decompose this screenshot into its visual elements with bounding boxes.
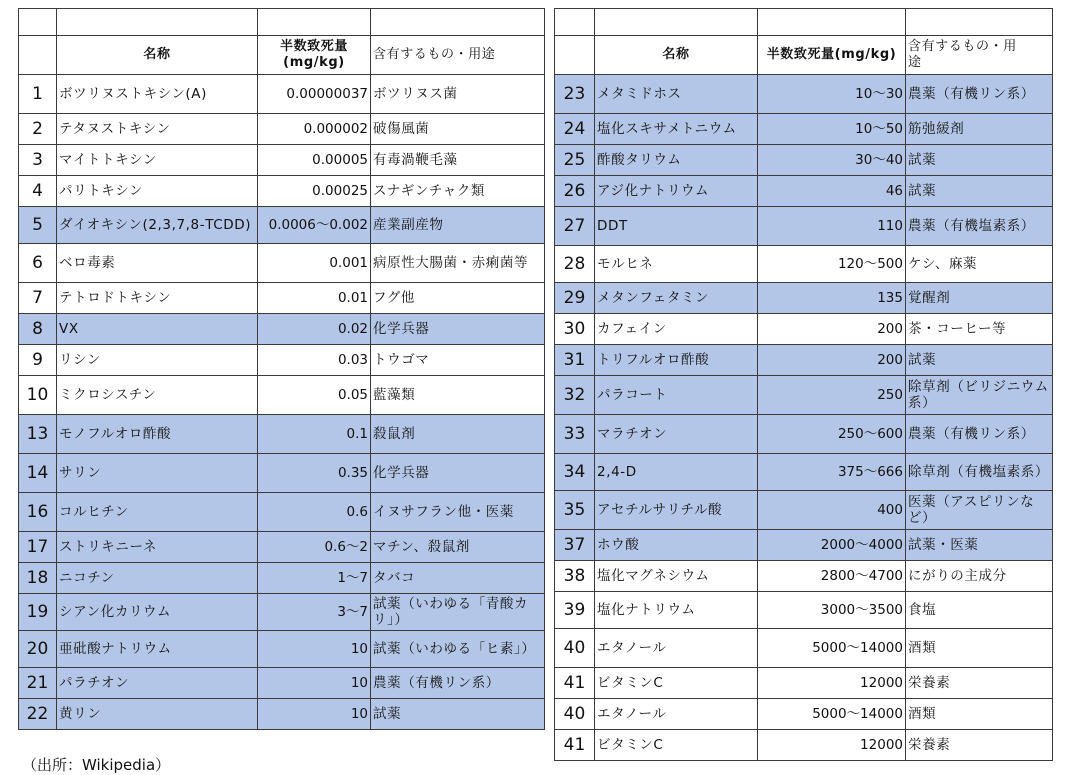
table-row	[19, 631, 545, 668]
row-number: 29	[555, 283, 595, 314]
usage-text: 農薬（有機リン系）	[906, 415, 1053, 454]
substance-name: ビタミンC	[595, 668, 758, 699]
usage-text: 病原性大腸菌・赤痢菌等	[371, 244, 545, 283]
table-row	[555, 592, 1053, 629]
source-note: （出所：Wikipedia）	[22, 756, 171, 774]
substance-name: 黄リン	[57, 699, 258, 730]
substance-name: ダイオキシン(2,3,7,8-TCDD)	[57, 207, 258, 244]
row-number: 38	[555, 561, 595, 592]
ld50-value: 0.00000037	[258, 75, 371, 114]
ld50-value: 0.000002	[258, 114, 371, 145]
row-number: 40	[555, 629, 595, 668]
table-row	[555, 699, 1053, 730]
row-number: 5	[19, 207, 57, 244]
ld50-value: 0.0006～0.002	[258, 207, 371, 244]
usage-text: 試薬・医薬	[906, 530, 1053, 561]
table-blank-row	[555, 9, 1053, 36]
usage-text: 酒類	[906, 629, 1053, 668]
usage-text: フグ他	[371, 283, 545, 314]
table-header-row	[555, 36, 1053, 75]
ld50-value: 0.6～2	[258, 532, 371, 563]
usage-text: 破傷風菌	[371, 114, 545, 145]
table-row	[555, 283, 1053, 314]
usage-text: 化学兵器	[371, 314, 545, 345]
substance-name: アセチルサリチル酸	[595, 491, 758, 530]
table-row	[19, 376, 545, 415]
ld50-value: 10	[258, 699, 371, 730]
table-row	[19, 207, 545, 244]
row-number: 9	[19, 345, 57, 376]
table-row	[555, 176, 1053, 207]
usage-text: 試薬	[906, 176, 1053, 207]
table-row	[555, 376, 1053, 415]
usage-text: 除草剤（有機塩素系）	[906, 454, 1053, 491]
table-row	[19, 176, 545, 207]
table-row	[19, 114, 545, 145]
substance-name: モルヒネ	[595, 246, 758, 283]
substance-name: マラチオン	[595, 415, 758, 454]
table-row	[555, 314, 1053, 345]
row-number: 21	[19, 668, 57, 699]
row-number: 19	[19, 594, 57, 631]
usage-text: ケシ、麻薬	[906, 246, 1053, 283]
ld50-value: 12000	[758, 668, 906, 699]
substance-name: モノフルオロ酢酸	[57, 415, 258, 454]
substance-name: パリトキシン	[57, 176, 258, 207]
table-row	[555, 75, 1053, 114]
row-number: 25	[555, 145, 595, 176]
row-number: 35	[555, 491, 595, 530]
substance-name: ベロ毒素	[57, 244, 258, 283]
substance-name: シアン化カリウム	[57, 594, 258, 631]
usage-text: 酒類	[906, 699, 1053, 730]
usage-text: ボツリヌス菌	[371, 75, 545, 114]
usage-text: 試薬（いわゆる「ヒ素」）	[371, 631, 545, 668]
table-row	[555, 530, 1053, 561]
table-blank-row	[19, 9, 545, 36]
table-row	[19, 454, 545, 493]
ld50-value: 2000～4000	[758, 530, 906, 561]
substance-name: 塩化マグネシウム	[595, 561, 758, 592]
usage-text: 農薬（有機リン系）	[906, 75, 1053, 114]
table-row	[555, 246, 1053, 283]
table-row	[19, 699, 545, 730]
row-number: 41	[555, 730, 595, 761]
substance-name: 塩化スキサメトニウム	[595, 114, 758, 145]
ld50-value: 110	[758, 207, 906, 246]
table-row	[19, 283, 545, 314]
ld50-value: 200	[758, 345, 906, 376]
header-ld50: 半数致死量(mg/kg)	[758, 36, 906, 75]
usage-text: 藍藻類	[371, 376, 545, 415]
row-number: 22	[19, 699, 57, 730]
substance-name: コルヒチン	[57, 493, 258, 532]
ld50-value: 3000～3500	[758, 592, 906, 629]
table-row	[19, 345, 545, 376]
row-number: 7	[19, 283, 57, 314]
table-row	[19, 668, 545, 699]
row-number: 8	[19, 314, 57, 345]
usage-text: 栄養素	[906, 730, 1053, 761]
table-row	[19, 75, 545, 114]
usage-text: 化学兵器	[371, 454, 545, 493]
substance-name: ストリキニーネ	[57, 532, 258, 563]
table-row	[19, 145, 545, 176]
usage-text: 覚醒剤	[906, 283, 1053, 314]
usage-text: 農薬（有機塩素系）	[906, 207, 1053, 246]
substance-name: テトロドトキシン	[57, 283, 258, 314]
usage-text: 茶・コーヒー等	[906, 314, 1053, 345]
ld50-value: 0.02	[258, 314, 371, 345]
table-row	[555, 145, 1053, 176]
toxicity-table-left	[18, 8, 545, 730]
usage-text: 試薬	[906, 345, 1053, 376]
usage-text: 試薬（いわゆる「青酸カリ」）	[371, 594, 545, 631]
substance-name: エタノール	[595, 629, 758, 668]
substance-name: ミクロシスチン	[57, 376, 258, 415]
usage-text: 筋弛緩剤	[906, 114, 1053, 145]
row-number: 13	[19, 415, 57, 454]
row-number: 3	[19, 145, 57, 176]
ld50-value: 5000～14000	[758, 699, 906, 730]
substance-name: アジ化ナトリウム	[595, 176, 758, 207]
substance-name: メタンフェタミン	[595, 283, 758, 314]
ld50-value: 0.1	[258, 415, 371, 454]
table-row	[555, 415, 1053, 454]
ld50-value: 400	[758, 491, 906, 530]
row-number: 1	[19, 75, 57, 114]
ld50-value: 250	[758, 376, 906, 415]
table-row	[19, 493, 545, 532]
row-number: 14	[19, 454, 57, 493]
usage-text: にがりの主成分	[906, 561, 1053, 592]
substance-name: リシン	[57, 345, 258, 376]
row-number: 27	[555, 207, 595, 246]
ld50-value: 5000～14000	[758, 629, 906, 668]
usage-text: 産業副産物	[371, 207, 545, 244]
ld50-value: 10～30	[758, 75, 906, 114]
ld50-value: 0.6	[258, 493, 371, 532]
substance-name: カフェイン	[595, 314, 758, 345]
table-row	[555, 668, 1053, 699]
substance-name: ニコチン	[57, 563, 258, 594]
row-number: 40	[555, 699, 595, 730]
table-row	[19, 532, 545, 563]
substance-name: 酢酸タリウム	[595, 145, 758, 176]
usage-text: マチン、殺鼠剤	[371, 532, 545, 563]
ld50-value: 10	[258, 668, 371, 699]
row-number: 20	[19, 631, 57, 668]
row-number: 18	[19, 563, 57, 594]
usage-text: 試薬	[371, 699, 545, 730]
ld50-value: 120～500	[758, 246, 906, 283]
substance-name: DDT	[595, 207, 758, 246]
row-number: 6	[19, 244, 57, 283]
header-use: 含有するもの・用途	[371, 36, 545, 75]
table-row	[555, 114, 1053, 145]
row-number: 16	[19, 493, 57, 532]
substance-name: パラチオン	[57, 668, 258, 699]
row-number: 17	[19, 532, 57, 563]
ld50-value: 10～50	[758, 114, 906, 145]
usage-text: トウゴマ	[371, 345, 545, 376]
substance-name: VX	[57, 314, 258, 345]
row-number: 32	[555, 376, 595, 415]
ld50-value: 0.35	[258, 454, 371, 493]
table-row	[555, 491, 1053, 530]
ld50-value: 0.03	[258, 345, 371, 376]
table-header-row	[19, 36, 545, 75]
usage-text: タバコ	[371, 563, 545, 594]
usage-text: イヌサフラン他・医薬	[371, 493, 545, 532]
ld50-value: 12000	[758, 730, 906, 761]
ld50-value: 3～7	[258, 594, 371, 631]
ld50-value: 0.01	[258, 283, 371, 314]
row-number: 33	[555, 415, 595, 454]
usage-text: 医薬（アスピリンなど）	[906, 491, 1053, 530]
substance-name: メタミドホス	[595, 75, 758, 114]
table-row	[555, 561, 1053, 592]
ld50-value: 250～600	[758, 415, 906, 454]
substance-name: エタノール	[595, 699, 758, 730]
row-number: 26	[555, 176, 595, 207]
table-row	[19, 563, 545, 594]
substance-name: パラコート	[595, 376, 758, 415]
substance-name: 2,4-D	[595, 454, 758, 491]
substance-name: トリフルオロ酢酸	[595, 345, 758, 376]
header-use: 含有するもの・用 途	[906, 36, 1053, 75]
header-name: 名称	[595, 36, 758, 75]
substance-name: 亜砒酸ナトリウム	[57, 631, 258, 668]
table-row	[19, 244, 545, 283]
table-row	[555, 454, 1053, 491]
ld50-value: 2800～4700	[758, 561, 906, 592]
ld50-value: 0.00005	[258, 145, 371, 176]
ld50-value: 46	[758, 176, 906, 207]
usage-text: 食塩	[906, 592, 1053, 629]
table-row	[555, 207, 1053, 246]
ld50-value: 200	[758, 314, 906, 345]
ld50-value: 0.001	[258, 244, 371, 283]
substance-name: 塩化ナトリウム	[595, 592, 758, 629]
usage-text: 栄養素	[906, 668, 1053, 699]
table-row	[555, 629, 1053, 668]
header-ld50: 半数致死量 (mg/kg)	[258, 36, 371, 75]
ld50-value: 135	[758, 283, 906, 314]
row-number: 28	[555, 246, 595, 283]
row-number: 4	[19, 176, 57, 207]
row-number: 41	[555, 668, 595, 699]
row-number: 10	[19, 376, 57, 415]
ld50-value: 0.05	[258, 376, 371, 415]
ld50-value: 30～40	[758, 145, 906, 176]
ld50-value: 1～7	[258, 563, 371, 594]
table-row	[555, 730, 1053, 761]
substance-name: ボツリヌストキシン(A)	[57, 75, 258, 114]
row-number: 31	[555, 345, 595, 376]
substance-name: サリン	[57, 454, 258, 493]
table-row	[19, 594, 545, 631]
usage-text: 農薬（有機リン系）	[371, 668, 545, 699]
row-number: 34	[555, 454, 595, 491]
usage-text: 試薬	[906, 145, 1053, 176]
toxicity-table-right	[554, 8, 1053, 761]
table-row	[19, 314, 545, 345]
usage-text: 有毒渦鞭毛藻	[371, 145, 545, 176]
table-row	[555, 345, 1053, 376]
substance-name: ホウ酸	[595, 530, 758, 561]
substance-name: マイトトキシン	[57, 145, 258, 176]
row-number: 24	[555, 114, 595, 145]
header-name: 名称	[57, 36, 258, 75]
usage-text: 殺鼠剤	[371, 415, 545, 454]
usage-text: 除草剤（ビリジニウム系）	[906, 376, 1053, 415]
table-row	[19, 415, 545, 454]
ld50-value: 375～666	[758, 454, 906, 491]
row-number: 2	[19, 114, 57, 145]
row-number: 37	[555, 530, 595, 561]
substance-name: ビタミンC	[595, 730, 758, 761]
row-number: 23	[555, 75, 595, 114]
usage-text: スナギンチャク類	[371, 176, 545, 207]
substance-name: テタヌストキシン	[57, 114, 258, 145]
row-number: 30	[555, 314, 595, 345]
ld50-value: 0.00025	[258, 176, 371, 207]
row-number: 39	[555, 592, 595, 629]
ld50-value: 10	[258, 631, 371, 668]
